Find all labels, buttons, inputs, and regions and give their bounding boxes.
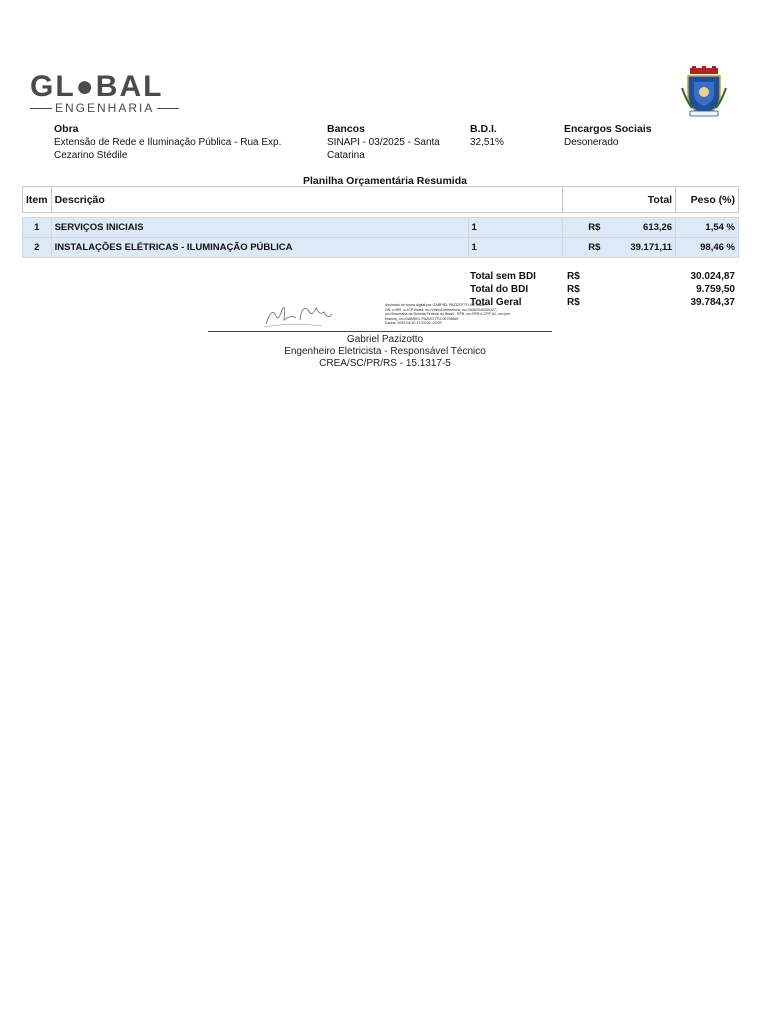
bancos-label: Bancos [327, 123, 365, 135]
bdi-value: 32,51% [470, 137, 504, 148]
row-total-cell [563, 218, 676, 238]
total-sem-bdi-label: Total sem BDI [470, 271, 536, 282]
sheet-title: Planilha Orçamentária Resumida [303, 175, 467, 187]
bancos-block [327, 123, 440, 162]
bancos-line1: SINAPI - 03/2025 - Santa [327, 137, 440, 148]
logo-subtitle [30, 102, 200, 114]
bdi-label: B.D.I. [470, 123, 497, 135]
signer-name: Gabriel Pazizotto [346, 334, 424, 345]
row-peso: 1,54 % [676, 218, 739, 238]
row-item: 2 [23, 238, 52, 258]
table-header-row [23, 187, 739, 213]
obra-label: Obra [54, 123, 79, 135]
total-bdi-currency: R$ [567, 284, 580, 295]
signer-crea: CREA/SC/PR/RS - 15.1317-5 [319, 358, 451, 369]
total-sem-bdi-currency: R$ [567, 271, 580, 282]
encargos-value: Desonerado [564, 137, 619, 148]
stamp-line: Assinado de forma digital por GABRIEL PAZIZOTTO:06794669 [385, 303, 486, 307]
digital-signature-stamp [385, 303, 545, 326]
row-total-cell [563, 238, 676, 258]
row-total: 39.171,11 [630, 242, 673, 253]
total-geral-label: Total Geral [470, 297, 522, 308]
header-descricao: Descrição [51, 187, 563, 213]
company-logo [30, 72, 200, 114]
header-total: Total [563, 187, 676, 213]
header-peso: Peso (%) [676, 187, 739, 213]
totals-currency [567, 270, 580, 309]
row-total: 613,26 [643, 222, 673, 233]
total-geral-value: 39.784,37 [690, 297, 735, 308]
obra-line1: Extensão de Rede e Iluminação Pública - Rua Exp. [54, 137, 282, 148]
encargos-label: Encargos Sociais [564, 123, 652, 135]
budget-table [22, 186, 739, 258]
table-row [23, 218, 739, 238]
totals-values [640, 270, 735, 309]
row-qtd: 1 [468, 218, 563, 238]
row-currency: R$ [588, 222, 601, 233]
total-geral-currency: R$ [567, 297, 580, 308]
table-row [23, 238, 739, 258]
stamp-line: Dados: 2025.04.30 17:33:06 -03'00' [385, 321, 442, 326]
row-item: 1 [23, 218, 52, 238]
total-bdi-label: Total do BDI [470, 284, 529, 295]
total-sem-bdi-value: 30.024,87 [690, 271, 735, 282]
bancos-line2: Catarina [327, 150, 365, 161]
header-item: Item [23, 187, 52, 213]
row-peso: 98,46 % [676, 238, 739, 258]
logo-wordmark: GL●BAL [30, 70, 164, 103]
row-descricao: SERVIÇOS INICIAIS [51, 218, 468, 238]
municipal-crest-icon [680, 66, 728, 118]
signer-role: Engenheiro Eletricista - Responsável Técnico [284, 346, 486, 357]
row-currency: R$ [588, 242, 601, 253]
encargos-block [564, 123, 652, 149]
stamp-line: DN: c=BR, o=ICP-Brasil, ou=VideoConferencia, ou=16462040000127, [385, 307, 498, 312]
stamp-line: branco), cn=GABRIEL PAZIZOTTO:06794669 [385, 316, 459, 321]
obra-line2: Cezarino Stédile [54, 150, 128, 161]
stamp-line: ou=Secretaria da Receita Federal do Brasil - RFB, ou=RFB e-CPF A1, ou=(em [385, 312, 511, 317]
logo-subtitle-text: ENGENHARIA [55, 101, 155, 115]
signature-line [208, 331, 552, 332]
obra-block [54, 123, 281, 162]
row-qtd: 1 [468, 238, 563, 258]
bdi-block [470, 123, 504, 149]
row-descricao: INSTALAÇÕES ELÉTRICAS - ILUMINAÇÃO PÚBLICA [51, 238, 468, 258]
total-bdi-value: 9.759,50 [696, 284, 735, 295]
handwritten-signature [262, 296, 334, 330]
